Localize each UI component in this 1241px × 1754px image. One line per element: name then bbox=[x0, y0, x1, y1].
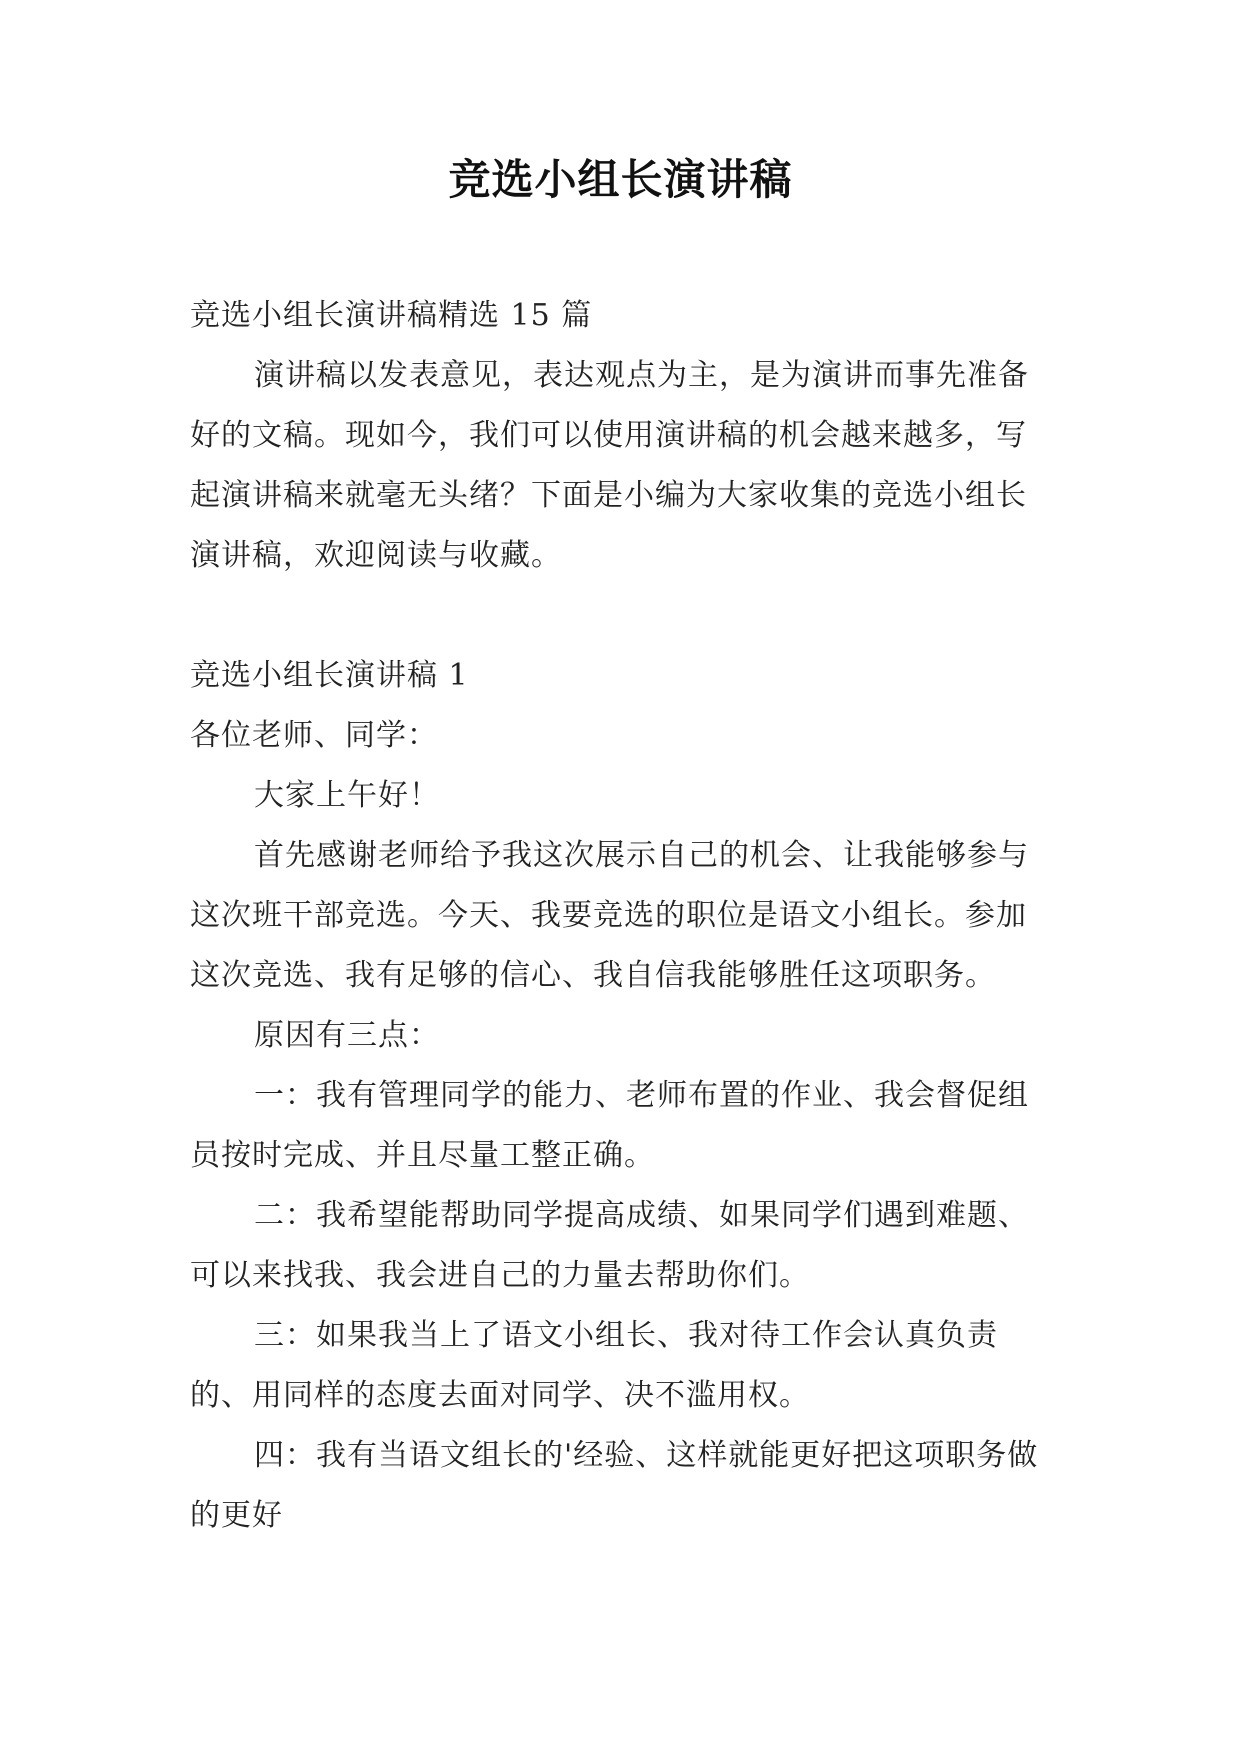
document-body bbox=[190, 286, 1050, 1546]
body-paragraph: 首先感谢老师给予我这次展示自己的机会、让我能够参与这次班干部竞选。今天、我要竞选的职位是语文小组长。参加这次竞选、我有足够的信心、我自信我能够胜任这项职务。 bbox=[190, 838, 1029, 993]
body-paragraph: 四：我有当语文组长的'经验、这样就能更好把这项职务做的更好 bbox=[190, 1438, 1039, 1533]
section-heading: 竞选小组长演讲稿 1 bbox=[190, 658, 469, 693]
intro-paragraph: 演讲稿以发表意见，表达观点为主，是为演讲而事先准备好的文稿。现如今，我们可以使用演讲稿的机会越来越多，写起演讲稿来就毫无头绪？下面是小编为大家收集的竞选小组长演讲稿，欢迎阅读与收藏。 bbox=[190, 358, 1029, 573]
greeting: 大家上午好！ bbox=[254, 778, 440, 813]
document-title: 竞选小组长演讲稿 bbox=[448, 155, 793, 204]
body-paragraph: 三：如果我当上了语文小组长、我对待工作会认真负责的、用同样的态度去面对同学、决不滥用权。 bbox=[190, 1318, 998, 1413]
body-paragraph: 一：我有管理同学的能力、老师布置的作业、我会督促组员按时完成、并且尽量工整正确。 bbox=[190, 1078, 1029, 1173]
section-spacer bbox=[190, 586, 1050, 646]
body-paragraph: 二：我希望能帮助同学提高成绩、如果同学们遇到难题、可以来找我、我会进自己的力量去帮助你们。 bbox=[190, 1198, 1029, 1293]
document-subtitle: 竞选小组长演讲稿精选 15 篇 bbox=[190, 298, 593, 333]
body-paragraph: 原因有三点： bbox=[254, 1018, 440, 1053]
salutation: 各位老师、同学： bbox=[190, 718, 438, 753]
